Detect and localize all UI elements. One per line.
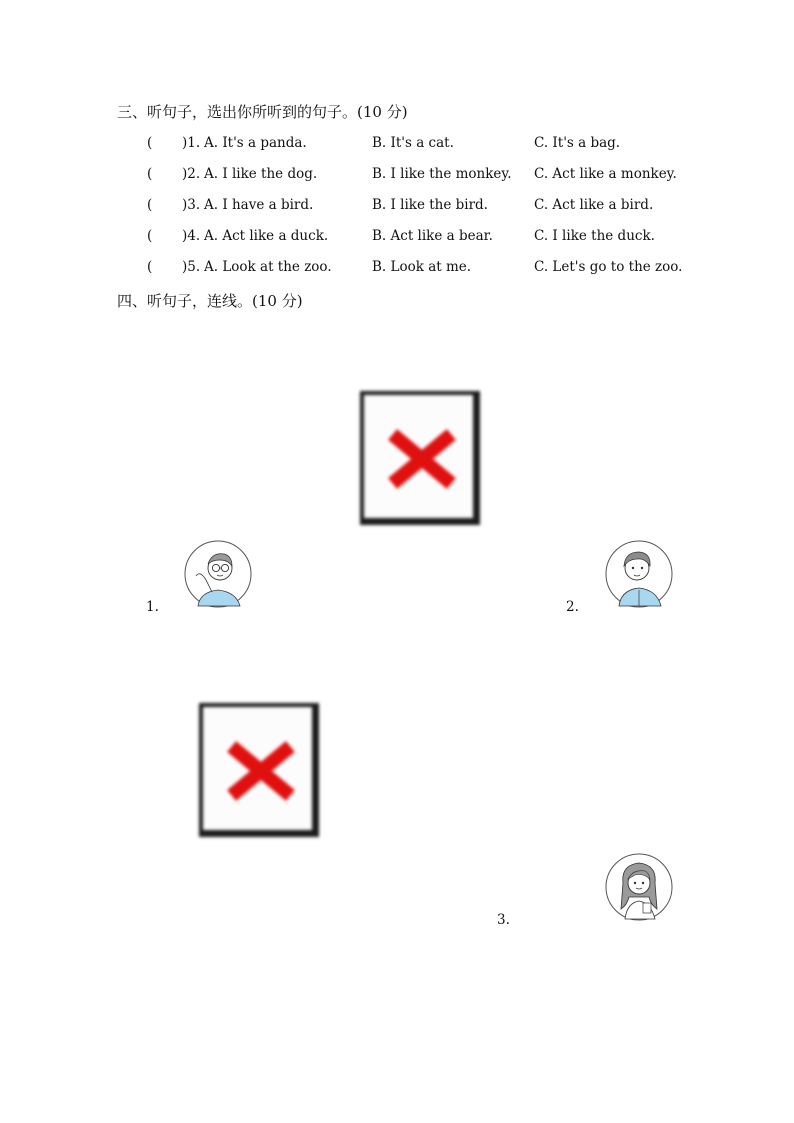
section-3-title: 三、听句子，选出你所听到的句子。(10 分) xyxy=(117,103,408,121)
boy-avatar[interactable] xyxy=(605,540,673,608)
question-row-5 xyxy=(0,259,794,279)
answer-paren[interactable]: ( xyxy=(147,228,153,244)
question-number: )5. xyxy=(182,259,201,275)
answer-paren[interactable]: ( xyxy=(147,135,153,151)
answer-paren[interactable]: ( xyxy=(147,259,153,275)
question-number: )1. xyxy=(182,135,201,151)
option-c: C. Act like a monkey. xyxy=(534,166,677,182)
match-label-1: 1. xyxy=(146,599,159,615)
option-c: C. Act like a bird. xyxy=(534,197,654,213)
option-a: A. I have a bird. xyxy=(204,197,314,213)
red-x-icon xyxy=(360,391,480,525)
option-a: A. Act like a duck. xyxy=(204,228,329,244)
option-c: C. Let's go to the zoo. xyxy=(534,259,683,275)
option-a: A. Look at the zoo. xyxy=(204,259,332,275)
option-c: C. It's a bag. xyxy=(534,135,621,151)
match-label-2: 2. xyxy=(566,599,579,615)
option-b: B. It's a cat. xyxy=(372,135,454,151)
broken-image-placeholder xyxy=(360,391,480,525)
match-label-3: 3. xyxy=(497,912,510,928)
question-number: )3. xyxy=(182,197,201,213)
option-b: B. I like the monkey. xyxy=(372,166,512,182)
broken-image-placeholder xyxy=(199,703,319,837)
question-row-1 xyxy=(0,135,794,155)
boy-with-glasses-avatar[interactable] xyxy=(184,540,252,608)
question-number: )4. xyxy=(182,228,201,244)
question-row-2 xyxy=(0,166,794,186)
option-a: A. I like the dog. xyxy=(204,166,318,182)
option-b: B. Look at me. xyxy=(372,259,472,275)
answer-paren[interactable]: ( xyxy=(147,166,153,182)
section-4-title: 四、听句子，连线。(10 分) xyxy=(117,292,303,310)
option-b: B. Act like a bear. xyxy=(372,228,493,244)
answer-paren[interactable]: ( xyxy=(147,197,153,213)
question-row-3 xyxy=(0,197,794,217)
option-b: B. I like the bird. xyxy=(372,197,488,213)
option-a: A. It's a panda. xyxy=(204,135,307,151)
girl-avatar[interactable] xyxy=(605,853,673,921)
question-row-4 xyxy=(0,228,794,248)
question-number: )2. xyxy=(182,166,201,182)
option-c: C. I like the duck. xyxy=(534,228,655,244)
red-x-icon xyxy=(199,703,319,837)
